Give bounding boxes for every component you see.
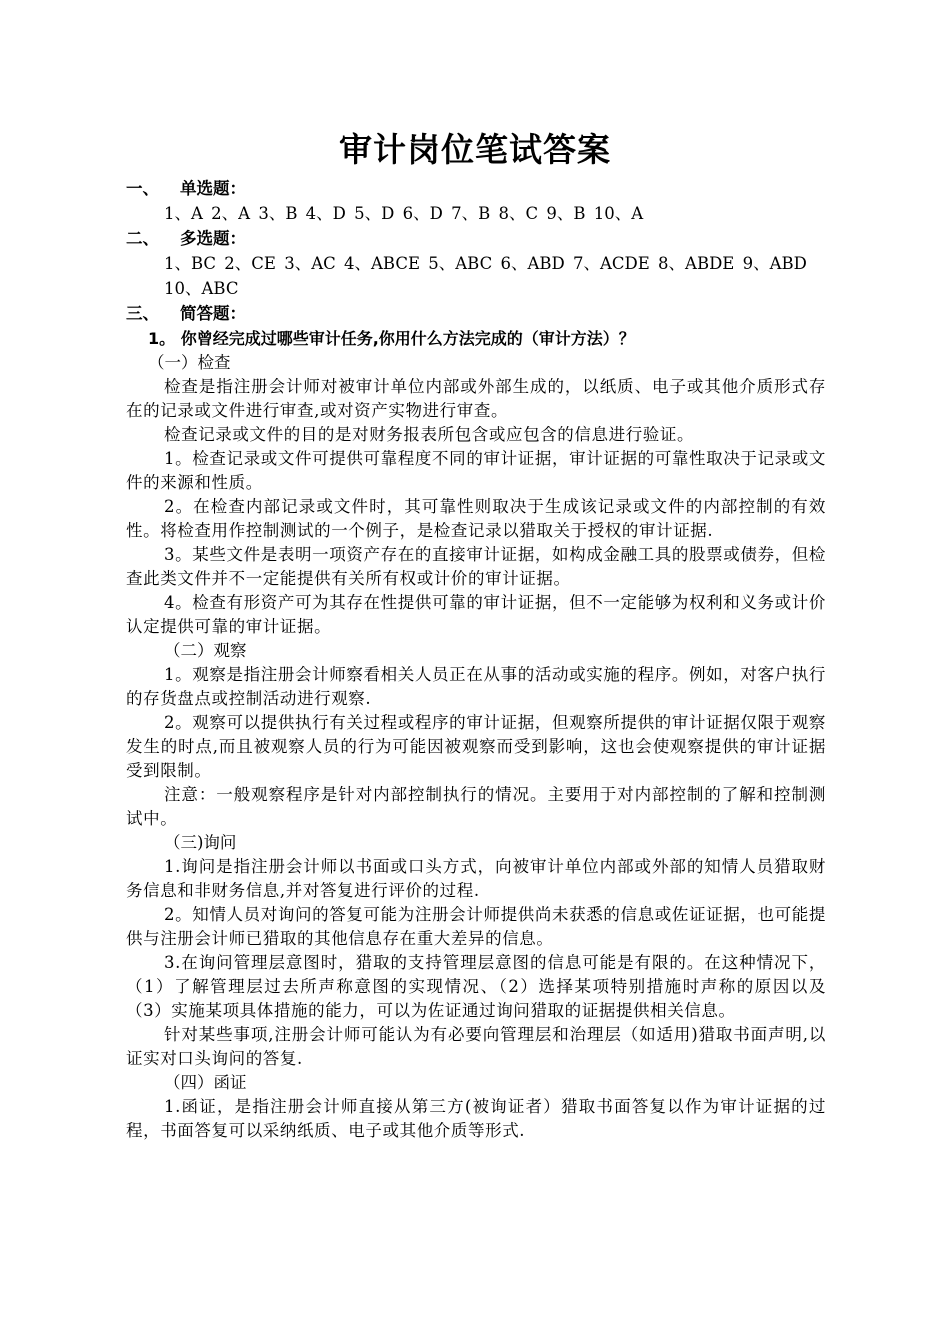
section-number: 二、 — [126, 229, 159, 248]
section-title: 多选题： — [180, 229, 246, 248]
document-body — [126, 176, 826, 1143]
multi-choice-answers-line1: 1、BC 2、CE 3、AC 4、ABCE 5、ABC 6、ABD 7、ACDE 8、ABDE 9、ABD — [164, 254, 807, 273]
single-choice-answers: 1、A 2、A 3、B 4、D 5、D 6、D 7、B 8、C 9、B 10、A — [164, 204, 644, 223]
document-title: 审计岗位笔试答案 — [339, 130, 611, 169]
paragraph: 2。知情人员对询问的答复可能为注册会计师提供尚未获悉的信息或佐证证据，也可能提供与注册会计师已猎取的其他信息存在重大差异的信息。 — [126, 905, 826, 948]
paragraph: 1。观察是指注册会计师察看相关人员正在从事的活动或实施的程序。例如，对客户执行的存货盘点或控制活动进行观察. — [126, 665, 826, 708]
multi-choice-answers-line2: 10、ABC — [164, 279, 239, 298]
section-short-answer-heading — [126, 301, 826, 326]
section-multi-choice-heading — [126, 226, 826, 251]
paragraph: 针对某些事项,注册会计师可能认为有必要向管理层和治理层（如适用)猎取书面声明,以证实对口头询问的答复. — [126, 1025, 826, 1068]
paragraph: 1.函证，是指注册会计师直接从第三方(被询证者）猎取书面答复以作为审计证据的过程，书面答复可以采纳纸质、电子或其他介质等形式. — [126, 1097, 826, 1140]
paragraph: 4。检查有形资产可为其存在性提供可靠的审计证据，但不一定能够为权利和义务或计价认定提供可靠的审计证据。 — [126, 593, 826, 636]
subsection-observation-heading: （二）观察 — [164, 641, 247, 660]
subsection-confirmation-heading: （四）函证 — [164, 1073, 247, 1092]
section-title: 单选题： — [180, 179, 246, 198]
subsection-inspection-heading: （一）检查 — [148, 353, 231, 372]
paragraph: 注意：一般观察程序是针对内部控制执行的情况。主要用于对内部控制的了解和控制测试中。 — [126, 785, 826, 828]
paragraph: 3.在询问管理层意图时，猎取的支持管理层意图的信息可能是有限的。在这种情况下，（1）了解管理层过去所声称意图的实现情况、（2）选择某项特别措施时声称的原因以及（3）实施某项具体措施的能力，可以为佐证通过询问猎取的证据提供相关信息。 — [126, 953, 826, 1020]
question-1: 1。 你曾经完成过哪些审计任务,你用什么方法完成的（审计方法）？ — [148, 329, 635, 348]
paragraph: 2。在检查内部记录或文件时，其可靠性则取决于生成该记录或文件的内部控制的有效性。将检查用作控制测试的一个例子，是检查记录以猎取关于授权的审计证据. — [126, 497, 826, 540]
section-number: 三、 — [126, 304, 159, 323]
paragraph: 1.询问是指注册会计师以书面或口头方式，向被审计单位内部或外部的知情人员猎取财务信息和非财务信息,并对答复进行评价的过程. — [126, 857, 826, 900]
paragraph: 1。检查记录或文件可提供可靠程度不同的审计证据，审计证据的可靠性取决于记录或文件的来源和性质。 — [126, 449, 826, 492]
paragraph: 检查是指注册会计师对被审计单位内部或外部生成的，以纸质、电子或其他介质形式存在的记录或文件进行审查,或对资产实物进行审查。 — [126, 377, 826, 420]
section-single-choice-heading — [126, 176, 826, 201]
paragraph: 2。观察可以提供执行有关过程或程序的审计证据，但观察所提供的审计证据仅限于观察发生的时点,而且被观察人员的行为可能因被观察而受到影响，这也会使观察提供的审计证据受到限制。 — [126, 713, 826, 780]
section-title: 简答题： — [180, 304, 246, 323]
section-number: 一、 — [126, 179, 159, 198]
paragraph: 3。某些文件是表明一项资产存在的直接审计证据，如构成金融工具的股票或债券，但检查此类文件并不一定能提供有关所有权或计价的审计证据。 — [126, 545, 826, 588]
paragraph: 检查记录或文件的目的是对财务报表所包含或应包含的信息进行验证。 — [164, 425, 695, 444]
subsection-inquiry-heading: （三)询问 — [164, 833, 237, 852]
